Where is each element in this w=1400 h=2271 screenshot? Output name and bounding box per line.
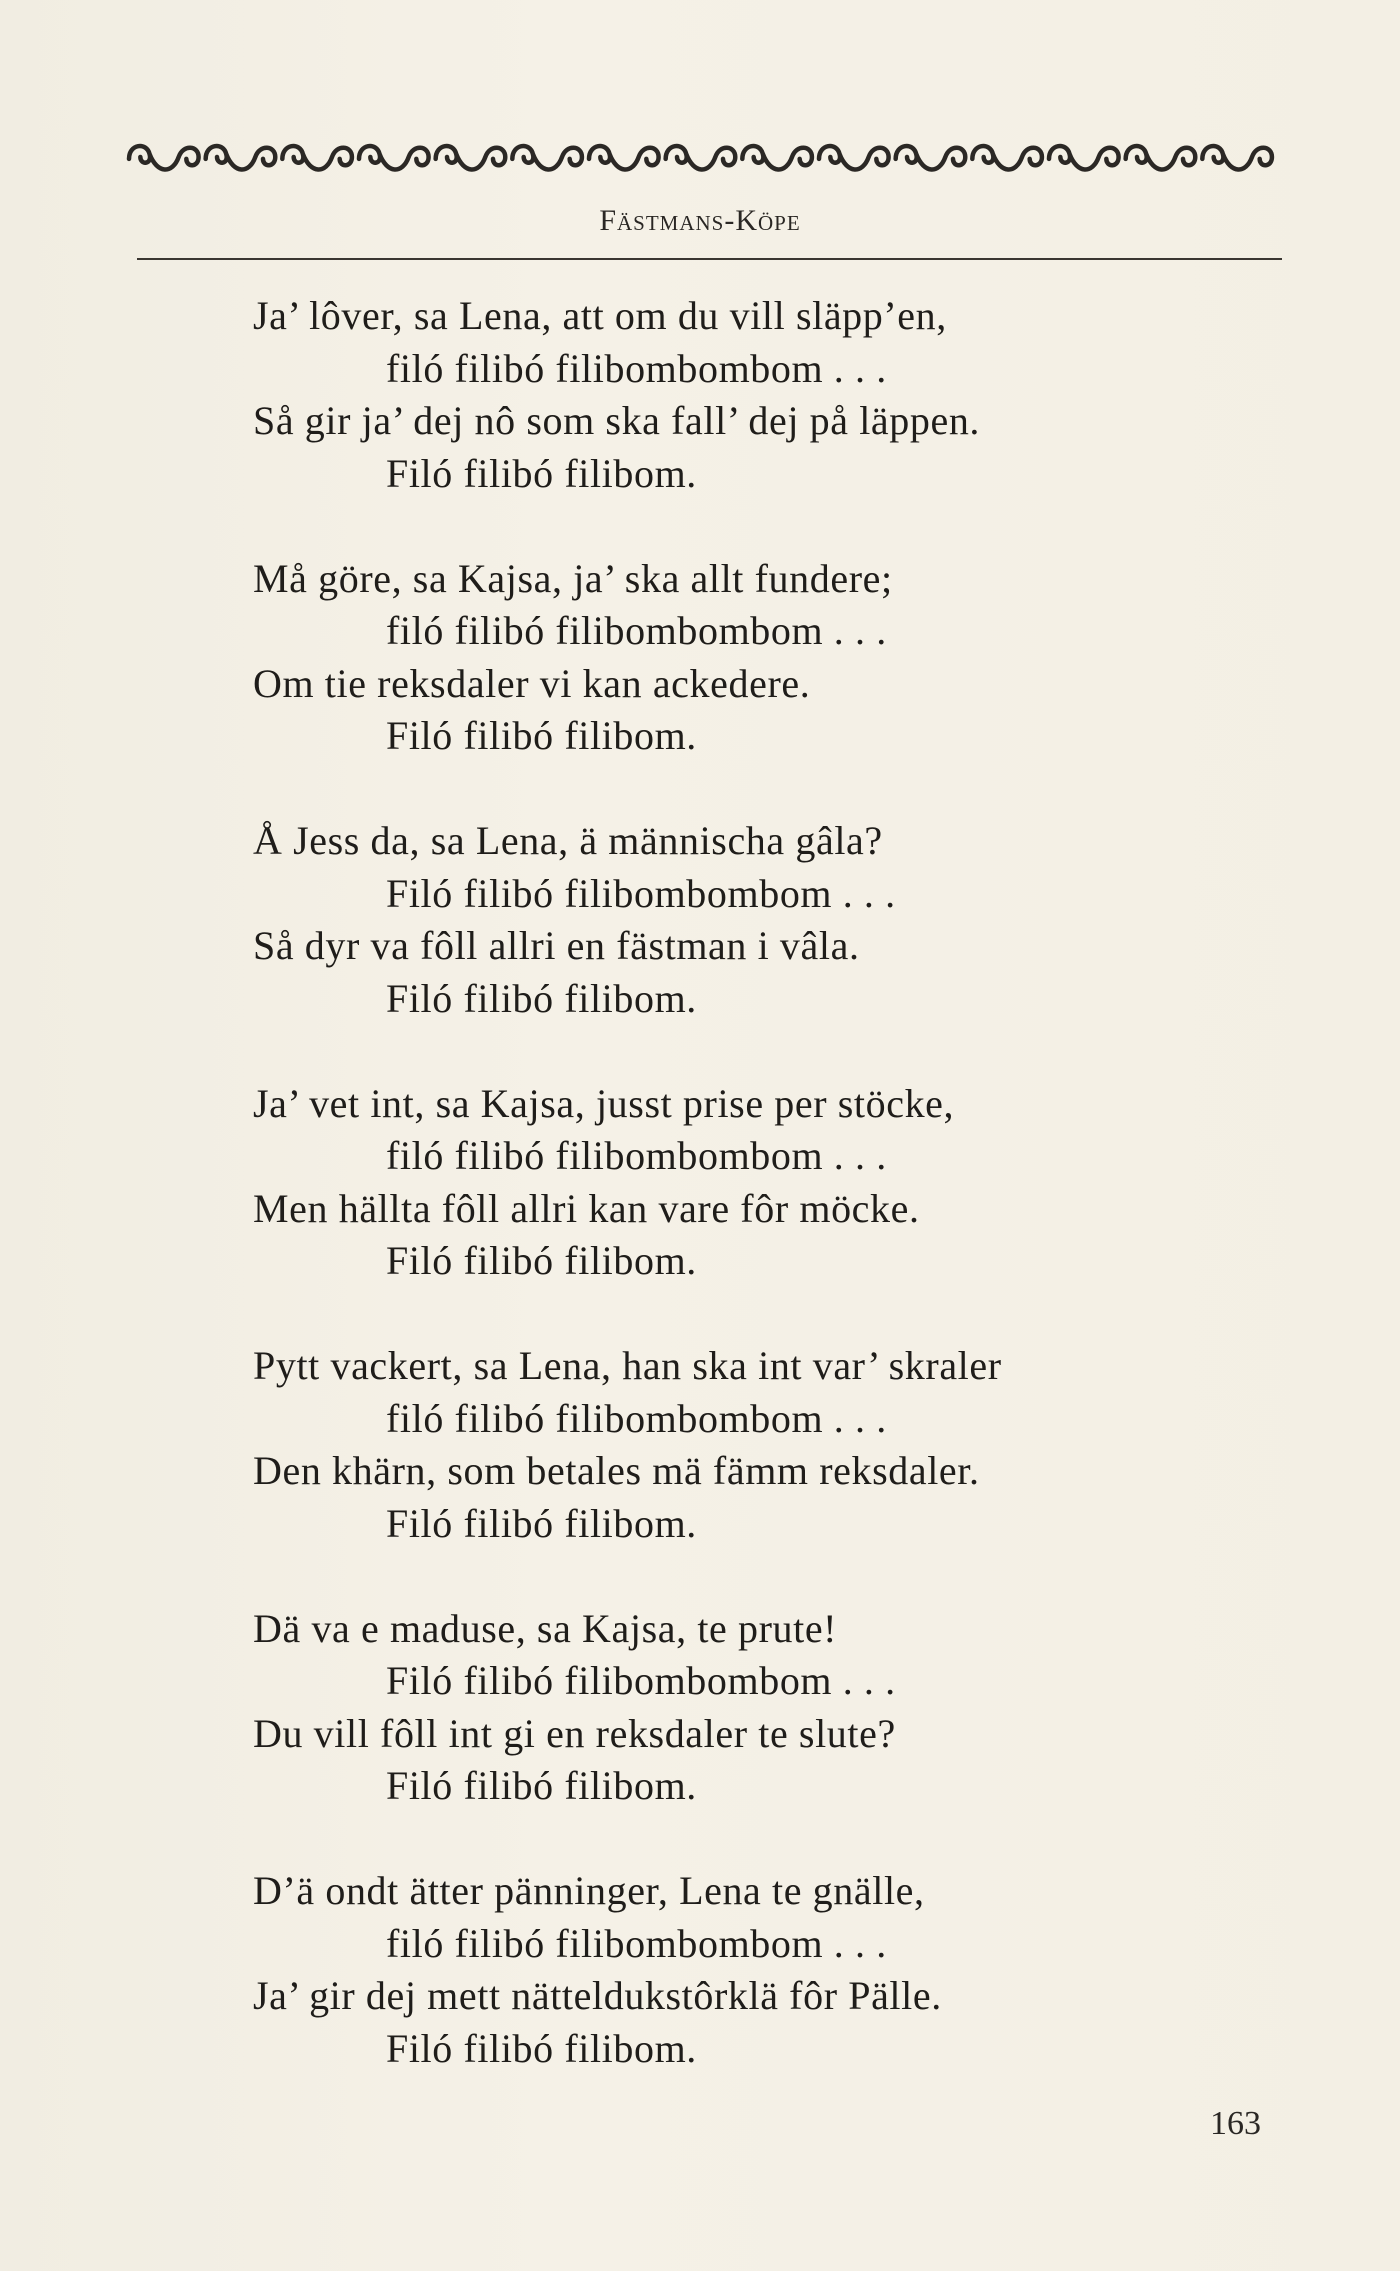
ornament-unit (589, 146, 659, 169)
refrain-line: filó filibó filibombombom . . . (386, 345, 887, 391)
refrain-line: Filó filibó filibom. (386, 450, 697, 496)
stanza (0, 1865, 1400, 2075)
ornament-unit (282, 146, 352, 169)
ornament-unit (206, 146, 276, 169)
verse-line: Pytt vackert, sa Lena, han ska int var’ skraler (253, 1343, 1002, 1388)
stanza (0, 815, 1400, 1025)
ornament-unit (896, 146, 966, 169)
verse-line: Den khärn, som betales mä fämm reksdaler. (253, 1448, 980, 1493)
ornament-border-icon (125, 138, 1275, 176)
refrain-line: Filó filibó filibombombom . . . (386, 1658, 896, 1703)
verse-line: Så gir ja’ dej nô som ska fall’ dej på läppen. (253, 398, 981, 443)
ornament-unit (129, 146, 199, 169)
stanza (0, 553, 1400, 763)
verse-line: Så dyr va fôll allri en fästman i vâla. (253, 923, 860, 968)
refrain-line: Filó filibó filibom. (386, 1763, 697, 1808)
running-head: Fästmans-Köpe (599, 204, 801, 237)
refrain-line: Filó filibó filibom. (386, 2025, 697, 2071)
ornament-unit (742, 146, 812, 169)
refrain-line: filó filibó filibombombom . . . (386, 1395, 887, 1441)
verse-line: Om tie reksdaler vi kan ackedere. (253, 660, 811, 706)
ornament-unit (666, 146, 736, 169)
poem (0, 290, 1400, 2090)
page-number: 163 (1210, 2105, 1261, 2142)
stanza (0, 290, 1400, 500)
ornament-unit (1202, 146, 1272, 169)
refrain-line: Filó filibó filibom. (386, 975, 697, 1021)
ornament-unit (972, 146, 1042, 169)
verse-line: Du vill fôll int gi en reksdaler te slute? (253, 1710, 896, 1756)
header-rule (137, 258, 1282, 260)
refrain-line: filó filibó filibombombom . . . (386, 608, 887, 653)
refrain-line: Filó filibó filibom. (386, 713, 697, 758)
verse-line: Å Jess da, sa Lena, ä männischa gâla? (253, 818, 883, 863)
verse-line: Ja’ gir dej mett nätteldukstôrklä fôr Pälle. (253, 1973, 942, 2018)
refrain-line: filó filibó filibombombom . . . (386, 1133, 887, 1178)
verse-line: Dä va e maduse, sa Kajsa, te prute! (253, 1605, 838, 1651)
stanza (0, 1603, 1400, 1813)
stanza (0, 1340, 1400, 1550)
verse-line: Må göre, sa Kajsa, ja’ ska allt fundere; (253, 555, 893, 601)
ornament-unit (819, 146, 889, 169)
ornament-unit (359, 146, 429, 169)
verse-line: Men hällta fôll allri kan vare fôr möcke. (253, 1185, 920, 1231)
ornament-unit (1049, 146, 1119, 169)
ornament-unit (512, 146, 582, 169)
verse-line: Ja’ lôver, sa Lena, att om du vill släpp’en, (253, 293, 947, 338)
refrain-line: filó filibó filibombombom . . . (386, 1920, 887, 1966)
stanza (0, 1078, 1400, 1288)
verse-line: Ja’ vet int, sa Kajsa, jusst prise per stöcke, (253, 1080, 955, 1126)
refrain-line: Filó filibó filibom. (386, 1238, 697, 1283)
verse-line: D’ä ondt ätter pänninger, Lena te gnälle, (253, 1868, 925, 1913)
ornament-unit (436, 146, 506, 169)
refrain-line: Filó filibó filibom. (386, 1500, 697, 1546)
refrain-line: Filó filibó filibombombom . . . (386, 870, 896, 916)
ornament-unit (1126, 146, 1196, 169)
